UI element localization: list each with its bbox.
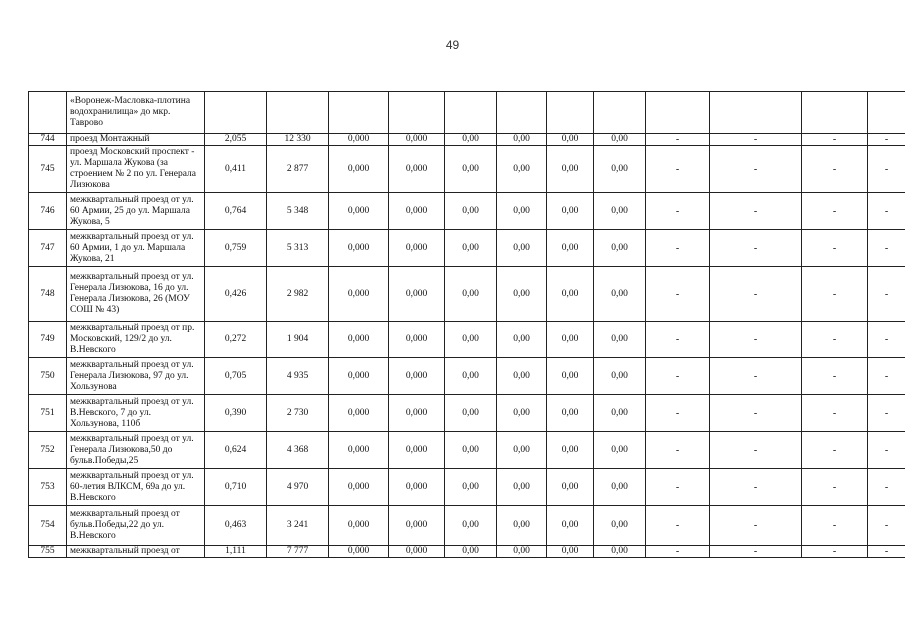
table-row — [29, 546, 905, 558]
dash-cell: - — [802, 134, 868, 146]
dash-cell: - — [802, 546, 868, 558]
value-cell: 0,00 — [497, 506, 547, 546]
row-number-cell: 750 — [29, 358, 67, 395]
dash-cell: - — [646, 267, 710, 322]
value-cell: 0,00 — [445, 230, 497, 267]
road-name-cell: межквартальный проезд от ул. 60 Армии, 1 до ул. Маршала Жукова, 21 — [67, 230, 205, 267]
row-number-cell: 755 — [29, 546, 67, 558]
length-km-cell: 0,272 — [205, 322, 267, 358]
dash-cell: - — [646, 193, 710, 230]
dash-cell: - — [868, 193, 905, 230]
dash-cell: - — [646, 322, 710, 358]
road-name-cell: межквартальный проезд от ул. Генерала Лизюкова, 16 до ул. Генерала Лизюкова, 26 (МОУ СОШ № 43) — [67, 267, 205, 322]
value-cell: 0,000 — [329, 432, 389, 469]
value-cell: 0,000 — [389, 146, 445, 193]
value-cell: 0,00 — [594, 358, 646, 395]
dash-cell: - — [868, 230, 905, 267]
value-cell: 0,00 — [497, 230, 547, 267]
value-cell: 0,00 — [445, 469, 497, 506]
dash-cell: - — [646, 146, 710, 193]
dash-cell: - — [868, 395, 905, 432]
value-cell: 0,00 — [445, 322, 497, 358]
area-sqm-cell: 2 877 — [267, 146, 329, 193]
area-sqm-cell: 2 730 — [267, 395, 329, 432]
value-cell: 0,000 — [389, 322, 445, 358]
table-row — [29, 469, 905, 506]
value-cell: 0,000 — [389, 230, 445, 267]
value-cell: 0,000 — [389, 134, 445, 146]
value-cell: 0,00 — [445, 395, 497, 432]
length-km-cell: 1,111 — [205, 546, 267, 558]
value-cell: 0,000 — [329, 193, 389, 230]
row-number-cell: 752 — [29, 432, 67, 469]
length-km-cell: 0,426 — [205, 267, 267, 322]
dash-cell: - — [646, 395, 710, 432]
length-km-cell: 0,705 — [205, 358, 267, 395]
page-number: 49 — [445, 38, 460, 52]
table-row — [29, 92, 905, 134]
road-name-cell: межквартальный проезд от ул. 60 Армии, 25 до ул. Маршала Жукова, 5 — [67, 193, 205, 230]
row-number-cell: 749 — [29, 322, 67, 358]
area-sqm-cell: 5 313 — [267, 230, 329, 267]
table-row — [29, 395, 905, 432]
dash-cell: - — [802, 267, 868, 322]
dash-cell: - — [710, 358, 802, 395]
area-sqm-cell — [267, 92, 329, 134]
dash-cell: - — [868, 322, 905, 358]
value-cell: 0,000 — [329, 546, 389, 558]
value-cell: 0,000 — [329, 146, 389, 193]
value-cell: 0,000 — [389, 432, 445, 469]
value-cell: 0,00 — [547, 322, 594, 358]
dash-cell: - — [710, 546, 802, 558]
road-name-cell: межквартальный проезд от бульв.Победы,22 до ул. В.Невского — [67, 506, 205, 546]
dash-cell: - — [710, 506, 802, 546]
value-cell: 0,00 — [547, 146, 594, 193]
area-sqm-cell: 4 970 — [267, 469, 329, 506]
value-cell: 0,00 — [497, 267, 547, 322]
dash-cell: - — [710, 230, 802, 267]
value-cell: 0,000 — [329, 395, 389, 432]
value-cell — [329, 92, 389, 134]
value-cell: 0,00 — [547, 358, 594, 395]
value-cell: 0,00 — [594, 469, 646, 506]
value-cell: 0,00 — [594, 193, 646, 230]
row-number-cell: 748 — [29, 267, 67, 322]
dash-cell: - — [802, 506, 868, 546]
dash-cell: - — [802, 469, 868, 506]
area-sqm-cell: 1 904 — [267, 322, 329, 358]
area-sqm-cell: 2 982 — [267, 267, 329, 322]
road-name-cell: межквартальный проезд от ул. Генерала Лизюкова, 97 до ул. Хользунова — [67, 358, 205, 395]
dash-cell: - — [646, 358, 710, 395]
value-cell — [547, 92, 594, 134]
value-cell: 0,00 — [547, 432, 594, 469]
length-km-cell: 2,055 — [205, 134, 267, 146]
table-row — [29, 134, 905, 146]
value-cell: 0,00 — [497, 358, 547, 395]
value-cell: 0,000 — [329, 267, 389, 322]
value-cell: 0,00 — [594, 395, 646, 432]
length-km-cell: 0,411 — [205, 146, 267, 193]
value-cell — [389, 92, 445, 134]
value-cell: 0,00 — [445, 506, 497, 546]
value-cell: 0,000 — [329, 358, 389, 395]
road-register-table — [28, 91, 905, 558]
value-cell: 0,00 — [445, 546, 497, 558]
road-name-cell: межквартальный проезд от пр. Московский, 129/2 до ул. В.Невского — [67, 322, 205, 358]
value-cell: 0,00 — [497, 395, 547, 432]
area-sqm-cell: 4 368 — [267, 432, 329, 469]
road-name-cell: межквартальный проезд от ул. 60-летия ВЛКСМ, 69а до ул. В.Невского — [67, 469, 205, 506]
length-km-cell — [205, 92, 267, 134]
dash-cell: - — [710, 395, 802, 432]
value-cell: 0,00 — [445, 267, 497, 322]
row-number-cell — [29, 92, 67, 134]
dash-cell: - — [646, 469, 710, 506]
value-cell: 0,00 — [547, 469, 594, 506]
value-cell: 0,00 — [497, 432, 547, 469]
length-km-cell: 0,624 — [205, 432, 267, 469]
value-cell: 0,00 — [547, 134, 594, 146]
dash-cell: - — [868, 134, 905, 146]
value-cell: 0,00 — [547, 506, 594, 546]
dash-cell: - — [646, 432, 710, 469]
value-cell: 0,00 — [445, 146, 497, 193]
row-number-cell: 753 — [29, 469, 67, 506]
dash-cell: - — [868, 546, 905, 558]
value-cell: 0,00 — [547, 546, 594, 558]
area-sqm-cell: 4 935 — [267, 358, 329, 395]
dash-cell: - — [802, 395, 868, 432]
dash-cell: - — [646, 546, 710, 558]
value-cell: 0,00 — [547, 395, 594, 432]
table-row — [29, 322, 905, 358]
dash-cell: - — [868, 267, 905, 322]
dash-cell: - — [802, 358, 868, 395]
dash-cell: - — [710, 193, 802, 230]
value-cell: 0,000 — [389, 506, 445, 546]
value-cell: 0,000 — [389, 193, 445, 230]
value-cell: 0,00 — [497, 469, 547, 506]
value-cell: 0,00 — [594, 432, 646, 469]
value-cell — [497, 92, 547, 134]
value-cell: 0,00 — [497, 193, 547, 230]
dash-cell: - — [868, 358, 905, 395]
table-row — [29, 267, 905, 322]
dash-cell: - — [710, 322, 802, 358]
value-cell: 0,00 — [594, 230, 646, 267]
area-sqm-cell: 7 777 — [267, 546, 329, 558]
value-cell: 0,00 — [445, 134, 497, 146]
dash-cell: - — [868, 469, 905, 506]
value-cell: 0,00 — [594, 146, 646, 193]
road-name-cell: проезд Московский проспект - ул. Маршала Жукова (за строением № 2 по ул. Генерала Лизюкова — [67, 146, 205, 193]
value-cell: 0,000 — [389, 358, 445, 395]
row-number-cell: 747 — [29, 230, 67, 267]
dash-cell — [868, 92, 905, 134]
dash-cell: - — [710, 146, 802, 193]
area-sqm-cell: 3 241 — [267, 506, 329, 546]
row-number-cell: 746 — [29, 193, 67, 230]
value-cell: 0,000 — [389, 267, 445, 322]
length-km-cell: 0,759 — [205, 230, 267, 267]
table-row — [29, 358, 905, 395]
road-name-cell: межквартальный проезд от ул. Генерала Лизюкова,50 до бульв.Победы,25 — [67, 432, 205, 469]
value-cell: 0,000 — [389, 395, 445, 432]
value-cell — [445, 92, 497, 134]
dash-cell: - — [802, 322, 868, 358]
dash-cell: - — [710, 432, 802, 469]
value-cell: 0,00 — [594, 506, 646, 546]
road-name-cell: проезд Монтажный — [67, 134, 205, 146]
value-cell: 0,000 — [329, 469, 389, 506]
length-km-cell: 0,710 — [205, 469, 267, 506]
dash-cell: - — [710, 134, 802, 146]
value-cell: 0,00 — [497, 322, 547, 358]
value-cell: 0,000 — [329, 134, 389, 146]
dash-cell: - — [802, 432, 868, 469]
dash-cell: - — [646, 134, 710, 146]
value-cell: 0,000 — [389, 546, 445, 558]
dash-cell: - — [646, 230, 710, 267]
road-name-cell: «Воронеж-Масловка-плотина водохранилища» до мкр. Таврово — [67, 92, 205, 134]
length-km-cell: 0,463 — [205, 506, 267, 546]
value-cell: 0,00 — [497, 546, 547, 558]
dash-cell: - — [802, 230, 868, 267]
value-cell: 0,00 — [547, 267, 594, 322]
value-cell: 0,000 — [389, 469, 445, 506]
dash-cell: - — [802, 193, 868, 230]
table-row — [29, 432, 905, 469]
value-cell: 0,00 — [547, 193, 594, 230]
length-km-cell: 0,764 — [205, 193, 267, 230]
road-name-cell: межквартальный проезд от — [67, 546, 205, 558]
value-cell: 0,00 — [497, 146, 547, 193]
table-row — [29, 146, 905, 193]
value-cell: 0,00 — [547, 230, 594, 267]
dash-cell: - — [868, 432, 905, 469]
table-row — [29, 506, 905, 546]
dash-cell: - — [710, 267, 802, 322]
value-cell — [594, 92, 646, 134]
value-cell: 0,00 — [594, 322, 646, 358]
dash-cell — [710, 92, 802, 134]
area-sqm-cell: 12 330 — [267, 134, 329, 146]
value-cell: 0,00 — [445, 193, 497, 230]
length-km-cell: 0,390 — [205, 395, 267, 432]
dash-cell: - — [868, 146, 905, 193]
dash-cell: - — [710, 469, 802, 506]
value-cell: 0,00 — [594, 134, 646, 146]
value-cell: 0,00 — [594, 546, 646, 558]
dash-cell — [802, 92, 868, 134]
table-row — [29, 230, 905, 267]
value-cell: 0,000 — [329, 506, 389, 546]
value-cell: 0,00 — [594, 267, 646, 322]
dash-cell: - — [802, 146, 868, 193]
value-cell: 0,000 — [329, 230, 389, 267]
table-row — [29, 193, 905, 230]
dash-cell: - — [868, 506, 905, 546]
value-cell: 0,000 — [329, 322, 389, 358]
value-cell: 0,00 — [445, 358, 497, 395]
row-number-cell: 751 — [29, 395, 67, 432]
row-number-cell: 754 — [29, 506, 67, 546]
dash-cell: - — [646, 506, 710, 546]
area-sqm-cell: 5 348 — [267, 193, 329, 230]
value-cell: 0,00 — [497, 134, 547, 146]
row-number-cell: 744 — [29, 134, 67, 146]
dash-cell — [646, 92, 710, 134]
road-name-cell: межквартальный проезд от ул. В.Невского, 7 до ул. Хользунова, 110б — [67, 395, 205, 432]
row-number-cell: 745 — [29, 146, 67, 193]
value-cell: 0,00 — [445, 432, 497, 469]
